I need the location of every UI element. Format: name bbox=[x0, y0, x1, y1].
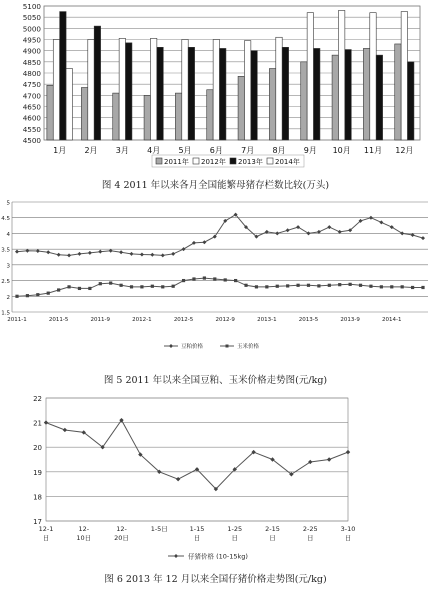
x-tick-label: 4月 bbox=[147, 146, 161, 155]
x-tick-label-top: 1-25 bbox=[227, 525, 243, 533]
bar-1-8 bbox=[307, 13, 313, 140]
x-tick-label-bottom: 日 bbox=[307, 534, 314, 542]
y-tick-label: 5100 bbox=[22, 2, 41, 11]
bar-1-1 bbox=[88, 40, 94, 141]
x-tick-label: 3月 bbox=[115, 146, 129, 155]
point-1-20 bbox=[224, 278, 227, 281]
point-1-11 bbox=[130, 285, 133, 288]
point-1-0 bbox=[15, 295, 18, 298]
bar-1-7 bbox=[276, 37, 282, 140]
y-tick-label: 4500 bbox=[22, 136, 41, 145]
bar-1-9 bbox=[338, 10, 344, 140]
figure-5 bbox=[0, 194, 431, 369]
figure-4 bbox=[0, 0, 431, 190]
point-1-18 bbox=[203, 276, 206, 279]
figure-6 bbox=[0, 389, 431, 571]
x-tick-label: 8月 bbox=[272, 146, 286, 155]
bar-0-4 bbox=[175, 93, 181, 140]
point-1-14 bbox=[161, 285, 164, 288]
y-tick-label: 4600 bbox=[22, 113, 41, 123]
y-tick-label: 21 bbox=[33, 419, 42, 428]
bar-3-0 bbox=[66, 69, 72, 140]
point-1-23 bbox=[255, 285, 258, 288]
bar-1-3 bbox=[150, 38, 156, 140]
legend-swatch-3 bbox=[267, 158, 273, 164]
y-tick-label: 4 bbox=[6, 231, 10, 238]
legend-swatch-0 bbox=[156, 158, 162, 164]
line-chart-soymeal-corn-price bbox=[0, 194, 431, 364]
x-tick-label: 2012-9 bbox=[215, 317, 235, 323]
x-tick-label-top: 1-5日 bbox=[150, 525, 168, 533]
x-tick-label-bottom: 日 bbox=[344, 534, 352, 542]
point-1-38 bbox=[411, 286, 414, 289]
y-tick-label: 4700 bbox=[22, 91, 41, 101]
line-chart-piglet-price bbox=[0, 389, 431, 571]
point-1-28 bbox=[307, 284, 310, 287]
x-tick-label-top: 3-10 bbox=[340, 525, 356, 533]
bar-0-9 bbox=[332, 55, 338, 140]
y-tick-label: 5 bbox=[6, 200, 10, 207]
point-1-39 bbox=[421, 286, 424, 289]
bar-2-7 bbox=[282, 47, 288, 140]
point-1-30 bbox=[328, 284, 331, 287]
point-1-13 bbox=[151, 285, 154, 288]
y-tick-label: 18 bbox=[33, 493, 42, 502]
point-1-37 bbox=[401, 285, 404, 288]
point-1-5 bbox=[67, 285, 70, 288]
x-tick-label: 2011-1 bbox=[7, 317, 27, 323]
legend-marker-0 bbox=[169, 344, 173, 348]
figure-4-caption: 图 4 2011 年以来各月全国能繁母猪存栏数比较(万头) bbox=[101, 180, 330, 191]
y-tick-label: 3.5 bbox=[1, 247, 10, 254]
point-1-12 bbox=[140, 285, 143, 288]
x-tick-label-top: 12-1 bbox=[38, 525, 54, 533]
legend-marker-1 bbox=[226, 345, 229, 348]
bar-0-8 bbox=[301, 62, 307, 140]
x-tick-label: 2011-5 bbox=[48, 317, 69, 323]
x-tick-label-bottom: 日 bbox=[269, 534, 276, 542]
bar-0-11 bbox=[395, 44, 401, 140]
point-1-17 bbox=[192, 277, 195, 280]
bar-1-11 bbox=[401, 12, 407, 140]
x-tick-label-bottom: 日 bbox=[193, 534, 201, 542]
point-1-19 bbox=[213, 277, 216, 280]
y-tick-label: 5000 bbox=[22, 24, 41, 34]
plot-area bbox=[12, 202, 428, 312]
bar-1-2 bbox=[119, 38, 125, 140]
bar-2-11 bbox=[408, 62, 414, 140]
point-1-25 bbox=[276, 285, 279, 288]
bar-2-3 bbox=[157, 47, 163, 140]
bar-2-10 bbox=[376, 55, 382, 140]
x-tick-label: 2013-1 bbox=[257, 317, 277, 323]
y-tick-label: 3 bbox=[6, 263, 10, 270]
figure-6-caption: 图 6 2013 年 12 月以来全国仔猪价格走势图(元/kg) bbox=[104, 574, 327, 585]
point-1-9 bbox=[109, 281, 112, 284]
x-tick-label: 1月 bbox=[53, 146, 67, 155]
bar-0-1 bbox=[81, 88, 87, 140]
bar-0-7 bbox=[269, 69, 275, 140]
point-1-4 bbox=[57, 288, 60, 291]
y-tick-label: 5050 bbox=[22, 13, 41, 23]
bar-2-8 bbox=[314, 48, 320, 140]
y-tick-label: 22 bbox=[33, 395, 42, 403]
y-tick-label: 4550 bbox=[22, 124, 41, 134]
point-1-10 bbox=[120, 284, 123, 287]
legend-label-2: 2013年 bbox=[238, 158, 263, 166]
y-tick-label: 2.5 bbox=[1, 279, 10, 286]
x-tick-label-top: 12- bbox=[116, 525, 127, 533]
x-tick-label-bottom: 10日 bbox=[76, 534, 92, 542]
legend-swatch-2 bbox=[230, 158, 236, 164]
x-tick-label: 9月 bbox=[303, 146, 317, 155]
x-tick-label: 5月 bbox=[178, 146, 192, 155]
x-tick-label-top: 12- bbox=[78, 525, 90, 533]
point-1-1 bbox=[26, 294, 29, 297]
bar-2-6 bbox=[251, 51, 257, 140]
x-tick-label-top: 2-15 bbox=[265, 525, 280, 533]
y-tick-label: 19 bbox=[33, 468, 42, 477]
legend-label-0: 2011年 bbox=[164, 158, 189, 166]
y-tick-label: 2 bbox=[6, 294, 10, 301]
x-tick-label: 2012-1 bbox=[132, 317, 152, 323]
point-1-6 bbox=[78, 287, 81, 290]
point-1-3 bbox=[47, 292, 50, 295]
x-tick-label: 11月 bbox=[363, 146, 383, 155]
x-tick-label: 12月 bbox=[395, 146, 414, 155]
x-tick-label: 2014-1 bbox=[382, 317, 402, 323]
legend-label-1: 2012年 bbox=[201, 158, 226, 166]
bar-2-9 bbox=[345, 50, 351, 140]
y-tick-label: 17 bbox=[33, 518, 42, 526]
bar-2-2 bbox=[126, 43, 132, 140]
bar-0-6 bbox=[238, 76, 244, 140]
point-1-8 bbox=[99, 282, 102, 285]
bar-1-4 bbox=[182, 40, 188, 141]
bar-2-5 bbox=[220, 48, 226, 140]
legend-swatch-1 bbox=[193, 158, 199, 164]
y-tick-label: 4950 bbox=[22, 35, 41, 45]
point-1-2 bbox=[36, 293, 39, 296]
x-tick-label: 7月 bbox=[241, 146, 255, 155]
legend-label-3: 2014年 bbox=[275, 158, 300, 166]
legend-label-0: 仔猪价格 (10-15kg) bbox=[188, 552, 248, 561]
point-1-31 bbox=[338, 283, 341, 286]
point-1-7 bbox=[88, 287, 91, 290]
point-1-34 bbox=[369, 285, 372, 288]
y-tick-label: 4850 bbox=[22, 57, 41, 67]
bar-1-5 bbox=[213, 40, 219, 141]
bar-0-10 bbox=[363, 48, 369, 140]
y-tick-label: 4.5 bbox=[1, 216, 10, 223]
point-1-16 bbox=[182, 279, 185, 282]
legend-label-0: 豆粕价格 bbox=[181, 344, 204, 350]
bar-0-3 bbox=[144, 95, 150, 140]
bar-1-6 bbox=[244, 41, 250, 140]
bar-2-0 bbox=[60, 12, 66, 140]
y-tick-label: 4750 bbox=[22, 80, 41, 90]
x-tick-label-bottom: 日 bbox=[42, 534, 50, 542]
bar-2-1 bbox=[94, 26, 100, 140]
point-1-26 bbox=[286, 284, 289, 287]
point-1-22 bbox=[244, 284, 247, 287]
y-tick-label: 1.5 bbox=[1, 310, 10, 317]
point-1-29 bbox=[317, 284, 320, 287]
point-1-15 bbox=[172, 285, 175, 288]
x-tick-label-top: 2-25 bbox=[302, 525, 318, 533]
point-1-32 bbox=[349, 283, 352, 286]
point-1-24 bbox=[265, 285, 268, 288]
x-tick-label-bottom: 日 bbox=[231, 534, 238, 542]
point-1-27 bbox=[296, 284, 299, 287]
x-tick-label-top: 1-15 bbox=[189, 525, 205, 533]
x-tick-label: 10月 bbox=[332, 146, 351, 155]
figure-5-caption: 图 5 2011 年以来全国豆粕、玉米价格走势图(元/kg) bbox=[103, 375, 328, 386]
bar-0-0 bbox=[47, 85, 53, 140]
bar-1-10 bbox=[370, 13, 376, 140]
y-tick-label: 20 bbox=[33, 444, 42, 453]
bar-0-2 bbox=[113, 93, 119, 140]
point-1-33 bbox=[359, 284, 362, 287]
plot-area bbox=[46, 398, 348, 521]
x-tick-label: 2011-9 bbox=[90, 317, 111, 323]
y-tick-label: 4650 bbox=[22, 102, 41, 112]
point-1-35 bbox=[380, 285, 383, 288]
bar-1-0 bbox=[53, 40, 59, 141]
y-tick-label: 4900 bbox=[22, 46, 41, 56]
point-1-36 bbox=[390, 285, 393, 288]
x-tick-label: 2013-9 bbox=[340, 317, 360, 323]
y-tick-label: 4800 bbox=[22, 69, 41, 78]
point-1-21 bbox=[234, 279, 237, 282]
legend-marker-0 bbox=[174, 554, 178, 558]
x-tick-label-bottom: 20日 bbox=[114, 534, 129, 542]
x-tick-label: 2月 bbox=[84, 146, 98, 155]
bar-chart-sow-inventory bbox=[0, 0, 431, 178]
x-tick-label: 2012-5 bbox=[173, 317, 194, 323]
legend-label-1: 玉米价格 bbox=[237, 344, 260, 350]
bar-2-4 bbox=[188, 47, 194, 140]
x-tick-label: 6月 bbox=[209, 146, 223, 155]
bar-0-5 bbox=[207, 90, 213, 140]
x-tick-label: 2013-5 bbox=[298, 317, 319, 323]
